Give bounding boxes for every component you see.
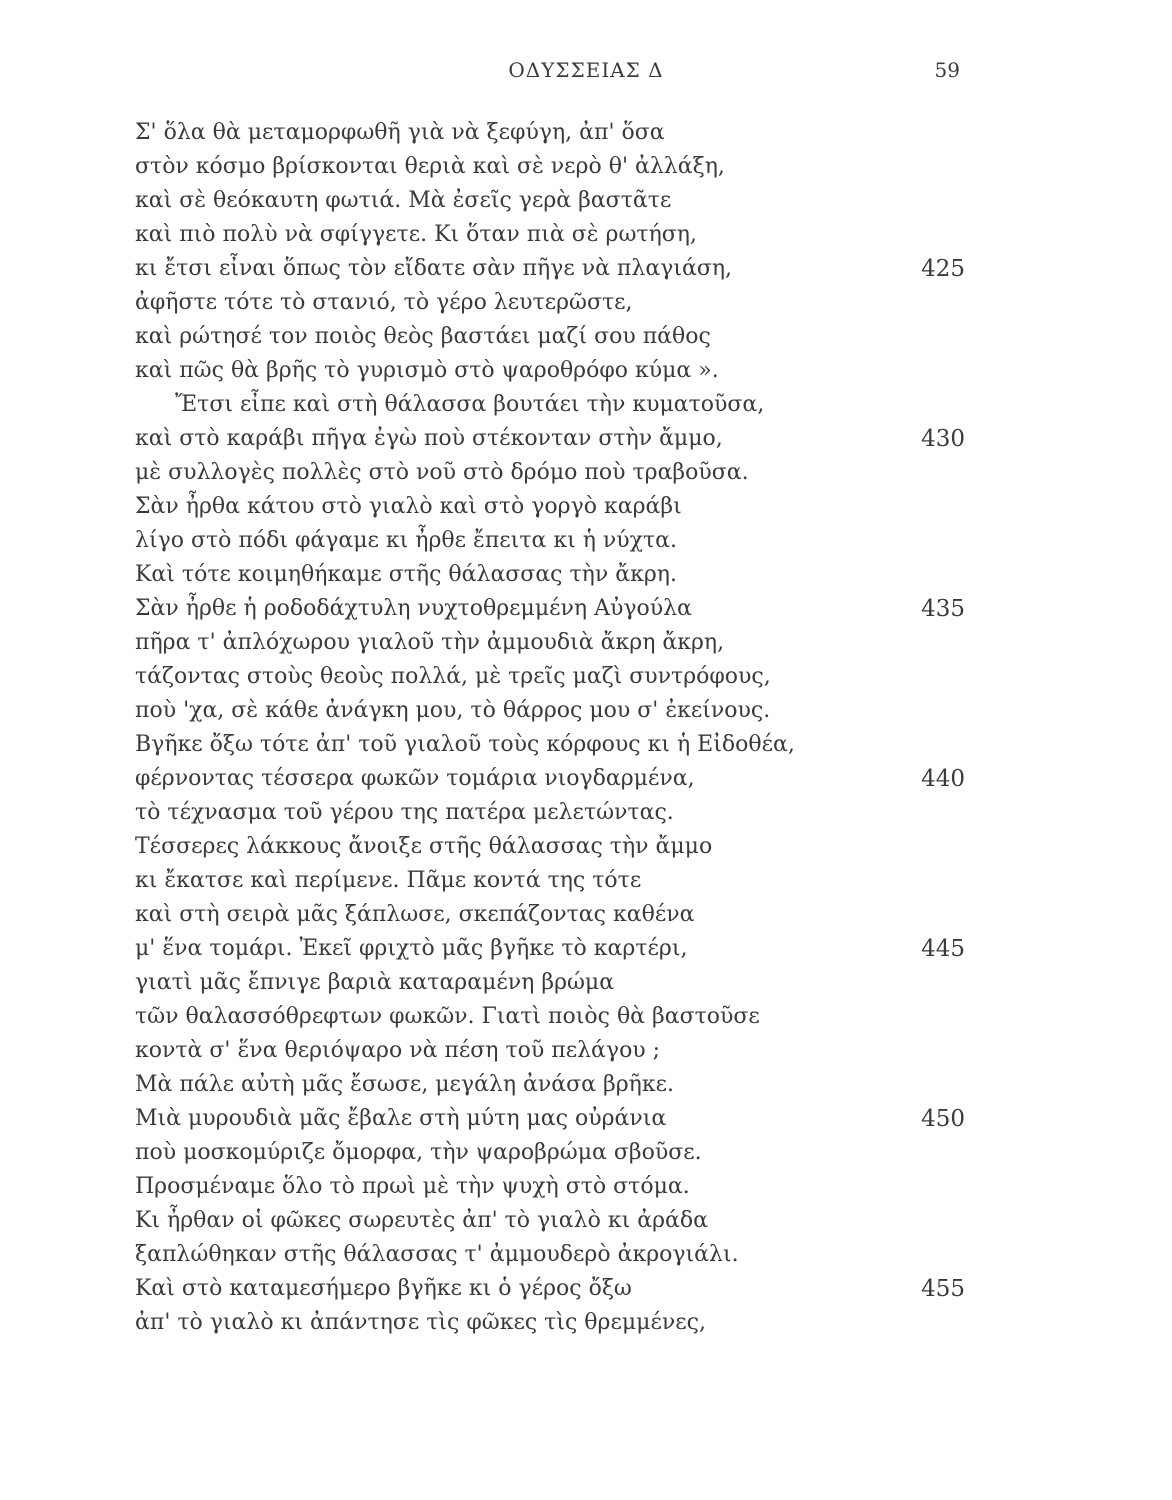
verse-line <box>135 558 965 592</box>
verse-line <box>135 864 965 898</box>
verse-line <box>135 660 965 694</box>
verse-line <box>135 116 965 150</box>
verse-line <box>135 286 965 320</box>
verse-line-text: πῆρα τ' ἀπλόχωρου γιαλοῦ τὴν ἀμμουδιὰ ἄκρη ἄκρη, <box>135 630 725 655</box>
running-title: ΟΔΥΣΣΕΙΑΣ Δ <box>508 58 664 82</box>
verse-line <box>135 1238 965 1272</box>
line-number: 450 <box>921 1106 965 1132</box>
verse-line <box>135 490 965 524</box>
verse-text-block <box>135 116 965 1340</box>
verse-line <box>135 1034 965 1068</box>
verse-line <box>135 1000 965 1034</box>
verse-line <box>135 1170 965 1204</box>
verse-line-text: ἀφῆστε τότε τὸ στανιό, τὸ γέρο λευτερῶστε, <box>135 290 633 315</box>
verse-line <box>135 932 965 966</box>
verse-line <box>135 354 965 388</box>
verse-line-text: Ἔτσι εἶπε καὶ στὴ θάλασσα βουτάει τὴν κυματοῦσα, <box>175 392 765 417</box>
verse-line-text: τὸ τέχνασμα τοῦ γέρου της πατέρα μελετώντας. <box>135 800 674 825</box>
verse-line <box>135 456 965 490</box>
verse-line <box>135 1204 965 1238</box>
verse-line <box>135 694 965 728</box>
verse-line-text: Προσμέναμε ὅλο τὸ πρωὶ μὲ τὴν ψυχὴ στὸ στόμα. <box>135 1174 690 1199</box>
verse-line-text: Καὶ στὸ καταμεσήμερο βγῆκε κι ὁ γέρος ὄξω <box>135 1276 632 1301</box>
verse-line <box>135 898 965 932</box>
verse-line-text: κοντὰ σ' ἕνα θεριόψαρο νὰ πέση τοῦ πελάγου ; <box>135 1038 661 1063</box>
verse-line <box>135 1272 965 1306</box>
verse-line-text: ποὺ μοσκομύριζε ὄμορφα, τὴν ψαροβρώμα σβοῦσε. <box>135 1140 702 1165</box>
verse-line-text: τῶν θαλασσόθρεφτων φωκῶν. Γιατὶ ποιὸς θὰ βαστοῦσε <box>135 1004 760 1029</box>
verse-line <box>135 524 965 558</box>
verse-line-text: ποὺ 'χα, σὲ κάθε ἀνάγκη μου, τὸ θάρρος μου σ' ἐκείνους. <box>135 698 771 723</box>
verse-line <box>135 728 965 762</box>
verse-line-text: μ' ἕνα τομάρι. Ἐκεῖ φριχτὸ μᾶς βγῆκε τὸ καρτέρι, <box>135 936 688 961</box>
verse-line <box>135 252 965 286</box>
verse-line <box>135 218 965 252</box>
verse-line-text: Σὰν ἦρθα κάτου στὸ γιαλὸ καὶ στὸ γοργὸ καράβι <box>135 494 682 519</box>
verse-line-text: ἀπ' τὸ γιαλὸ κι ἀπάντησε τὶς φῶκες τὶς θρεμμένες, <box>135 1310 706 1335</box>
verse-line <box>135 388 965 422</box>
verse-line <box>135 966 965 1000</box>
line-number: 440 <box>921 766 965 792</box>
verse-line <box>135 830 965 864</box>
verse-line-text: φέρνοντας τέσσερα φωκῶν τομάρια νιογδαρμένα, <box>135 766 695 791</box>
verse-line <box>135 592 965 626</box>
verse-line <box>135 626 965 660</box>
line-number: 455 <box>921 1276 965 1302</box>
verse-line-text: Κι ἦρθαν οἱ φῶκες σωρευτὲς ἀπ' τὸ γιαλὸ κι ἀράδα <box>135 1208 708 1233</box>
verse-line <box>135 184 965 218</box>
verse-line-text: στὸν κόσμο βρίσκονται θεριὰ καὶ σὲ νερὸ θ' ἀλλάξη, <box>135 154 725 179</box>
verse-line <box>135 320 965 354</box>
line-number: 430 <box>921 426 965 452</box>
verse-line-text: καὶ ρώτησέ τον ποιὸς θεὸς βαστάει μαζί σου πάθος <box>135 324 711 349</box>
verse-line <box>135 1136 965 1170</box>
verse-line-text: Μὰ πάλε αὐτὴ μᾶς ἔσωσε, μεγάλη ἀνάσα βρῆκε. <box>135 1072 674 1097</box>
verse-line-text: καὶ πιὸ πολὺ νὰ σφίγγετε. Κι ὅταν πιὰ σὲ ρωτήση, <box>135 222 697 247</box>
verse-line-text: καὶ σὲ θεόκαυτη φωτιά. Μὰ ἐσεῖς γερὰ βαστᾶτε <box>135 188 672 213</box>
verse-line-text: λίγο στὸ πόδι φάγαμε κι ἦρθε ἔπειτα κι ἡ νύχτα. <box>135 528 677 553</box>
verse-line-text: κι ἔκατσε καὶ περίμενε. Πᾶμε κοντά της τότε <box>135 868 642 893</box>
verse-line-text: μὲ συλλογὲς πολλὲς στὸ νοῦ στὸ δρόμο ποὺ τραβοῦσα. <box>135 460 749 485</box>
line-number: 425 <box>921 256 965 282</box>
verse-line <box>135 762 965 796</box>
verse-line-text: Βγῆκε ὄξω τότε ἀπ' τοῦ γιαλοῦ τοὺς κόρφους κι ἡ Εἰδοθέα, <box>135 732 795 757</box>
verse-line <box>135 150 965 184</box>
verse-line <box>135 422 965 456</box>
verse-line <box>135 796 965 830</box>
verse-line-text: ξαπλώθηκαν στῆς θάλασσας τ' ἀμμουδερὸ ἀκρογιάλι. <box>135 1242 739 1267</box>
verse-line-text: τάζοντας στοὺς θεοὺς πολλά, μὲ τρεῖς μαζὶ συντρόφους, <box>135 664 771 689</box>
verse-line <box>135 1102 965 1136</box>
verse-line-text: καὶ στὴ σειρὰ μᾶς ξάπλωσε, σκεπάζοντας καθένα <box>135 902 695 927</box>
verse-line-text: κι ἔτσι εἶναι ὅπως τὸν εἴδατε σὰν πῆγε νὰ πλαγιάση, <box>135 256 733 281</box>
page-number: 59 <box>934 58 960 82</box>
verse-line-text: καὶ πῶς θὰ βρῆς τὸ γυρισμὸ στὸ ψαροθρόφο κύμα ». <box>135 358 719 383</box>
verse-line-text: καὶ στὸ καράβι πῆγα ἐγὼ ποὺ στέκονταν στὴν ἄμμο, <box>135 426 723 451</box>
line-number: 445 <box>921 936 965 962</box>
line-number: 435 <box>921 596 965 622</box>
verse-line-text: Τέσσερες λάκκους ἄνοιξε στῆς θάλασσας τὴν ἄμμο <box>135 834 713 859</box>
verse-line-text: Μιὰ μυρουδιὰ μᾶς ἔβαλε στὴ μύτη μας οὐράνια <box>135 1106 667 1131</box>
verse-line <box>135 1306 965 1340</box>
verse-line-text: γιατὶ μᾶς ἔπνιγε βαριὰ καταραμένη βρώμα <box>135 970 615 995</box>
verse-line-text: Σὰν ἦρθε ἡ ροδοδάχτυλη νυχτοθρεμμένη Αὐγούλα <box>135 596 692 621</box>
verse-line-text: Καὶ τότε κοιμηθήκαμε στῆς θάλασσας τὴν ἄκρη. <box>135 562 677 587</box>
verse-line <box>135 1068 965 1102</box>
verse-line-text: Σ' ὅλα θὰ μεταμορφωθῆ γιὰ νὰ ξεφύγη, ἀπ' ὅσα <box>135 120 665 145</box>
